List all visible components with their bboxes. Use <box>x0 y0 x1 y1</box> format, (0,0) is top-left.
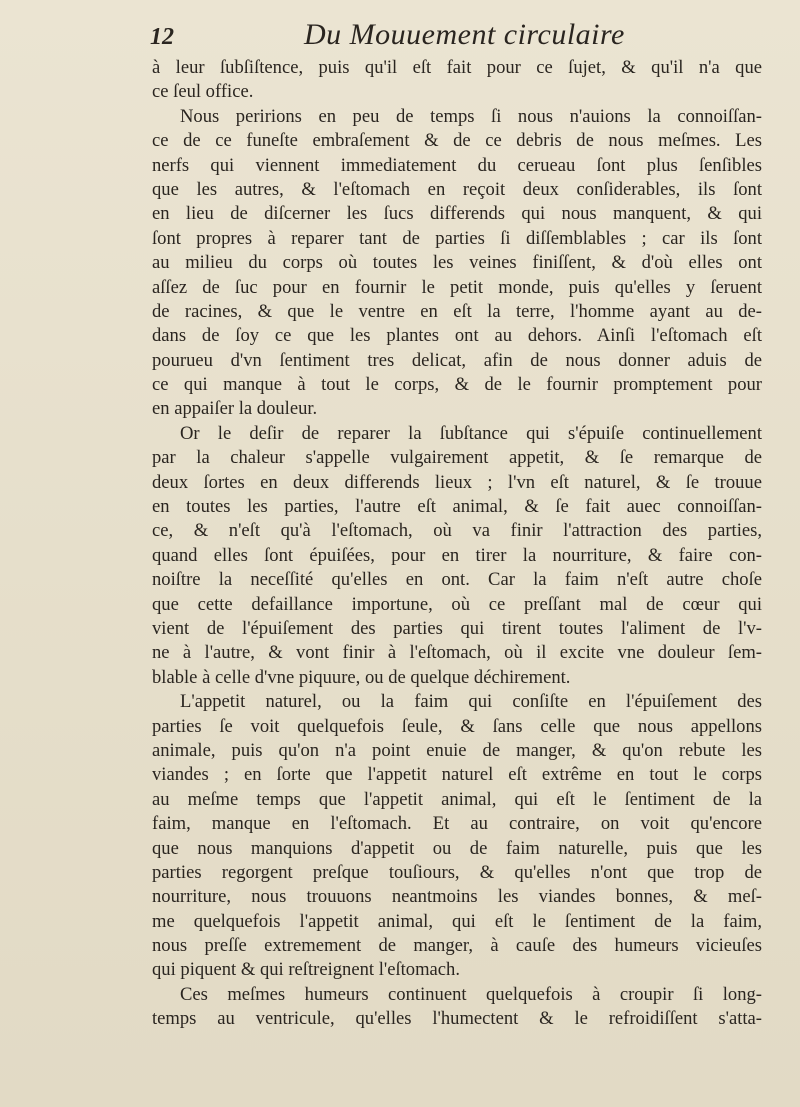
text-line: aſſez de ſuc pour en fournir le petit monde, puis qu'elles y ſeruent <box>152 276 762 298</box>
text-line: vient de l'épuiſement des parties qui tirent toutes l'aliment de l'v- <box>152 617 762 639</box>
text-line: parties regorgent preſque touſiours, & qu'elles n'ont que trop de <box>152 861 762 883</box>
text-line: noiſtre la neceſſité qu'elles en ont. Car la faim n'eſt autre choſe <box>152 569 762 591</box>
text-line: ce, & n'eſt qu'à l'eſtomach, où va finir l'attraction des parties, <box>152 520 762 542</box>
text-line: que cette defaillance importune, où ce preſſant mal de cœur qui <box>152 593 762 615</box>
text-line: quand elles ſont épuiſées, pour en tirer la nourriture, & faire con- <box>152 544 762 566</box>
text-line: ce de ce funeſte embraſement & de ce debris de nous meſmes. Les <box>152 130 762 152</box>
text-line: deux ſortes en deux differends lieux ; l'vn eſt naturel, & ſe trouue <box>152 471 762 493</box>
text-line: faim, manque en l'eſtomach. Et au contraire, on voit qu'encore <box>152 813 762 835</box>
body-text <box>152 56 762 1032</box>
text-line: parties ſe voit quelquefois ſeule, & ſans celle que nous appellons <box>152 715 762 737</box>
text-line: animale, puis qu'on n'a point enuie de manger, & qu'on rebute les <box>152 739 762 761</box>
text-line: en appaiſer la douleur. <box>152 398 318 420</box>
text-line: nous preſſe extremement de manger, à cauſe des humeurs vicieuſes <box>152 935 762 957</box>
text-line: ce qui manque à tout le corps, & de le fournir promptement pour <box>152 374 762 396</box>
text-line: temps au ventricule, qu'elles l'humectent & le refroidiſſent s'atta- <box>152 1008 762 1030</box>
running-title: Du Mouuement circulaire <box>304 18 625 51</box>
text-line: pourueu d'vn ſentiment tres delicat, afin de nous donner aduis de <box>152 349 762 371</box>
text-line: en toutes les parties, l'autre eſt animal, & ſe fait auec connoiſſan- <box>152 496 762 518</box>
text-line: Nous peririons en peu de temps ſi nous n'auions la connoiſſan- <box>180 105 762 127</box>
text-line: en lieu de diſcerner les ſucs differends qui nous manquent, & qui <box>152 203 762 225</box>
text-line: Ces meſmes humeurs continuent quelquefois à croupir ſi long- <box>180 983 762 1005</box>
text-line: nerfs qui viennent immediatement du cerueau ſont plus ſenſibles <box>152 154 762 176</box>
text-line: Or le deſir de reparer la ſubſtance qui s'épuiſe continuellement <box>180 422 762 444</box>
text-line: au milieu du corps où toutes les veines finiſſent, & d'où elles ont <box>152 252 762 274</box>
text-line: au meſme temps que l'appetit animal, qui eſt le ſentiment de la <box>152 788 762 810</box>
text-line: à leur ſubſiſtence, puis qu'il eſt fait pour ce ſujet, & qu'il n'a que <box>152 57 762 78</box>
text-line: ce ſeul office. <box>152 81 254 103</box>
page-number: 12 <box>150 24 174 50</box>
text-line: ne à l'autre, & vont finir à l'eſtomach, où il excite vne douleur ſem- <box>152 642 762 664</box>
text-line: de racines, & que le ventre en eſt la terre, l'homme ayant au de- <box>152 300 762 322</box>
text-line: L'appetit naturel, ou la faim qui conſiſte en l'épuiſement des <box>180 691 762 713</box>
text-line: me quelquefois l'appetit animal, qui eſt le ſentiment de la faim, <box>152 910 762 932</box>
text-line: que les autres, & l'eſtomach en reçoit deux conſiderables, ils ſont <box>152 178 762 200</box>
text-line: que nous manquions d'appetit ou de faim naturelle, puis que les <box>152 837 762 859</box>
text-line: ſont propres à reparer tant de parties ſi diſſemblables ; car ils ſont <box>152 227 762 249</box>
text-line: dans de ſoy ce que les plantes ont au dehors. Ainſi l'eſtomach eſt <box>152 325 762 347</box>
text-line: blable à celle d'vne piquure, ou de quelque déchirement. <box>152 666 571 688</box>
text-line: qui piquent & qui reſtreignent l'eſtomach. <box>152 959 461 981</box>
text-line: viandes ; en ſorte que l'appetit naturel eſt extrême en tout le corps <box>152 764 762 786</box>
text-line: par la chaleur s'appelle vulgairement appetit, & ſe remarque de <box>152 447 762 469</box>
text-line: nourriture, nous trouuons neantmoins les viandes bonnes, & meſ- <box>152 886 762 908</box>
